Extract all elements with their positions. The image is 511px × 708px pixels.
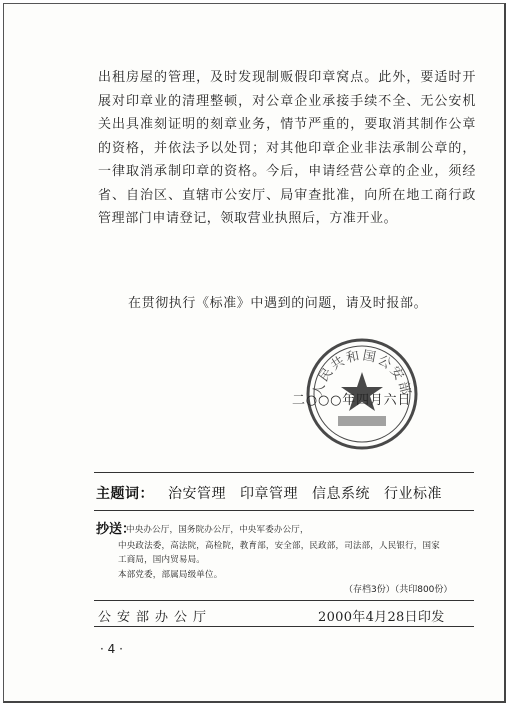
issuing-office: 公安部办公厅 — [98, 610, 213, 625]
subject-keyword: 行业标准 — [384, 486, 442, 502]
svg-text:人民共和国公安部: 人民共和国公安部 — [310, 348, 414, 399]
divider — [94, 472, 474, 473]
closing-line: 在贯彻执行《标准》中遇到的问题，请及时报部。 — [128, 296, 428, 311]
document-page — [3, 3, 506, 703]
print-count: （存档3份）（共印800份） — [344, 585, 453, 595]
cc-recipients: 中央办公厅，国务院办公厅，中央军委办公厅， — [126, 525, 309, 535]
subject-keywords — [96, 483, 442, 503]
document-date: 二○○○年四月六日 — [292, 393, 412, 408]
issue-date: 2000年4月28日印发 — [318, 610, 445, 625]
body-paragraph: 出租房屋的管理，及时发现制贩假印章窝点。此外，要适时开展对印章业的清理整顿，对公章企业承接手续不全、无公安机关出具准刻证明的刻章业务，情节严重的，要取消其制作公章的资格，并依法予以处罚；对其他印章企业非法承制公章的，一律取消承制印章的资格。今后，申请经营公章的企业，须经省、自治区、直辖市公安厅、局审查批准，向所在地工商行政管理部门申请登记，领取营业执照后，方准开业。 — [98, 70, 476, 226]
subject-keyword: 信息系统 — [312, 486, 370, 502]
subject-keyword: 治安管理 — [168, 486, 226, 502]
divider — [94, 626, 474, 627]
cc-recipients: 本部党委，部属局级单位。 — [118, 570, 223, 580]
divider — [94, 510, 474, 511]
subject-keyword: 印章管理 — [240, 486, 298, 502]
cc-label: 抄送： — [96, 522, 136, 537]
subject-label: 主题词： — [96, 486, 154, 502]
divider — [94, 600, 474, 601]
cc-recipients: 工商局，国内贸易局。 — [118, 555, 206, 565]
page-number: · 4 · — [100, 642, 123, 656]
cc-recipients: 中央政法委，高法院，高检院，教育部，安全部，民政部，司法部，人民银行，国家 — [118, 541, 440, 551]
body-text — [98, 66, 476, 231]
